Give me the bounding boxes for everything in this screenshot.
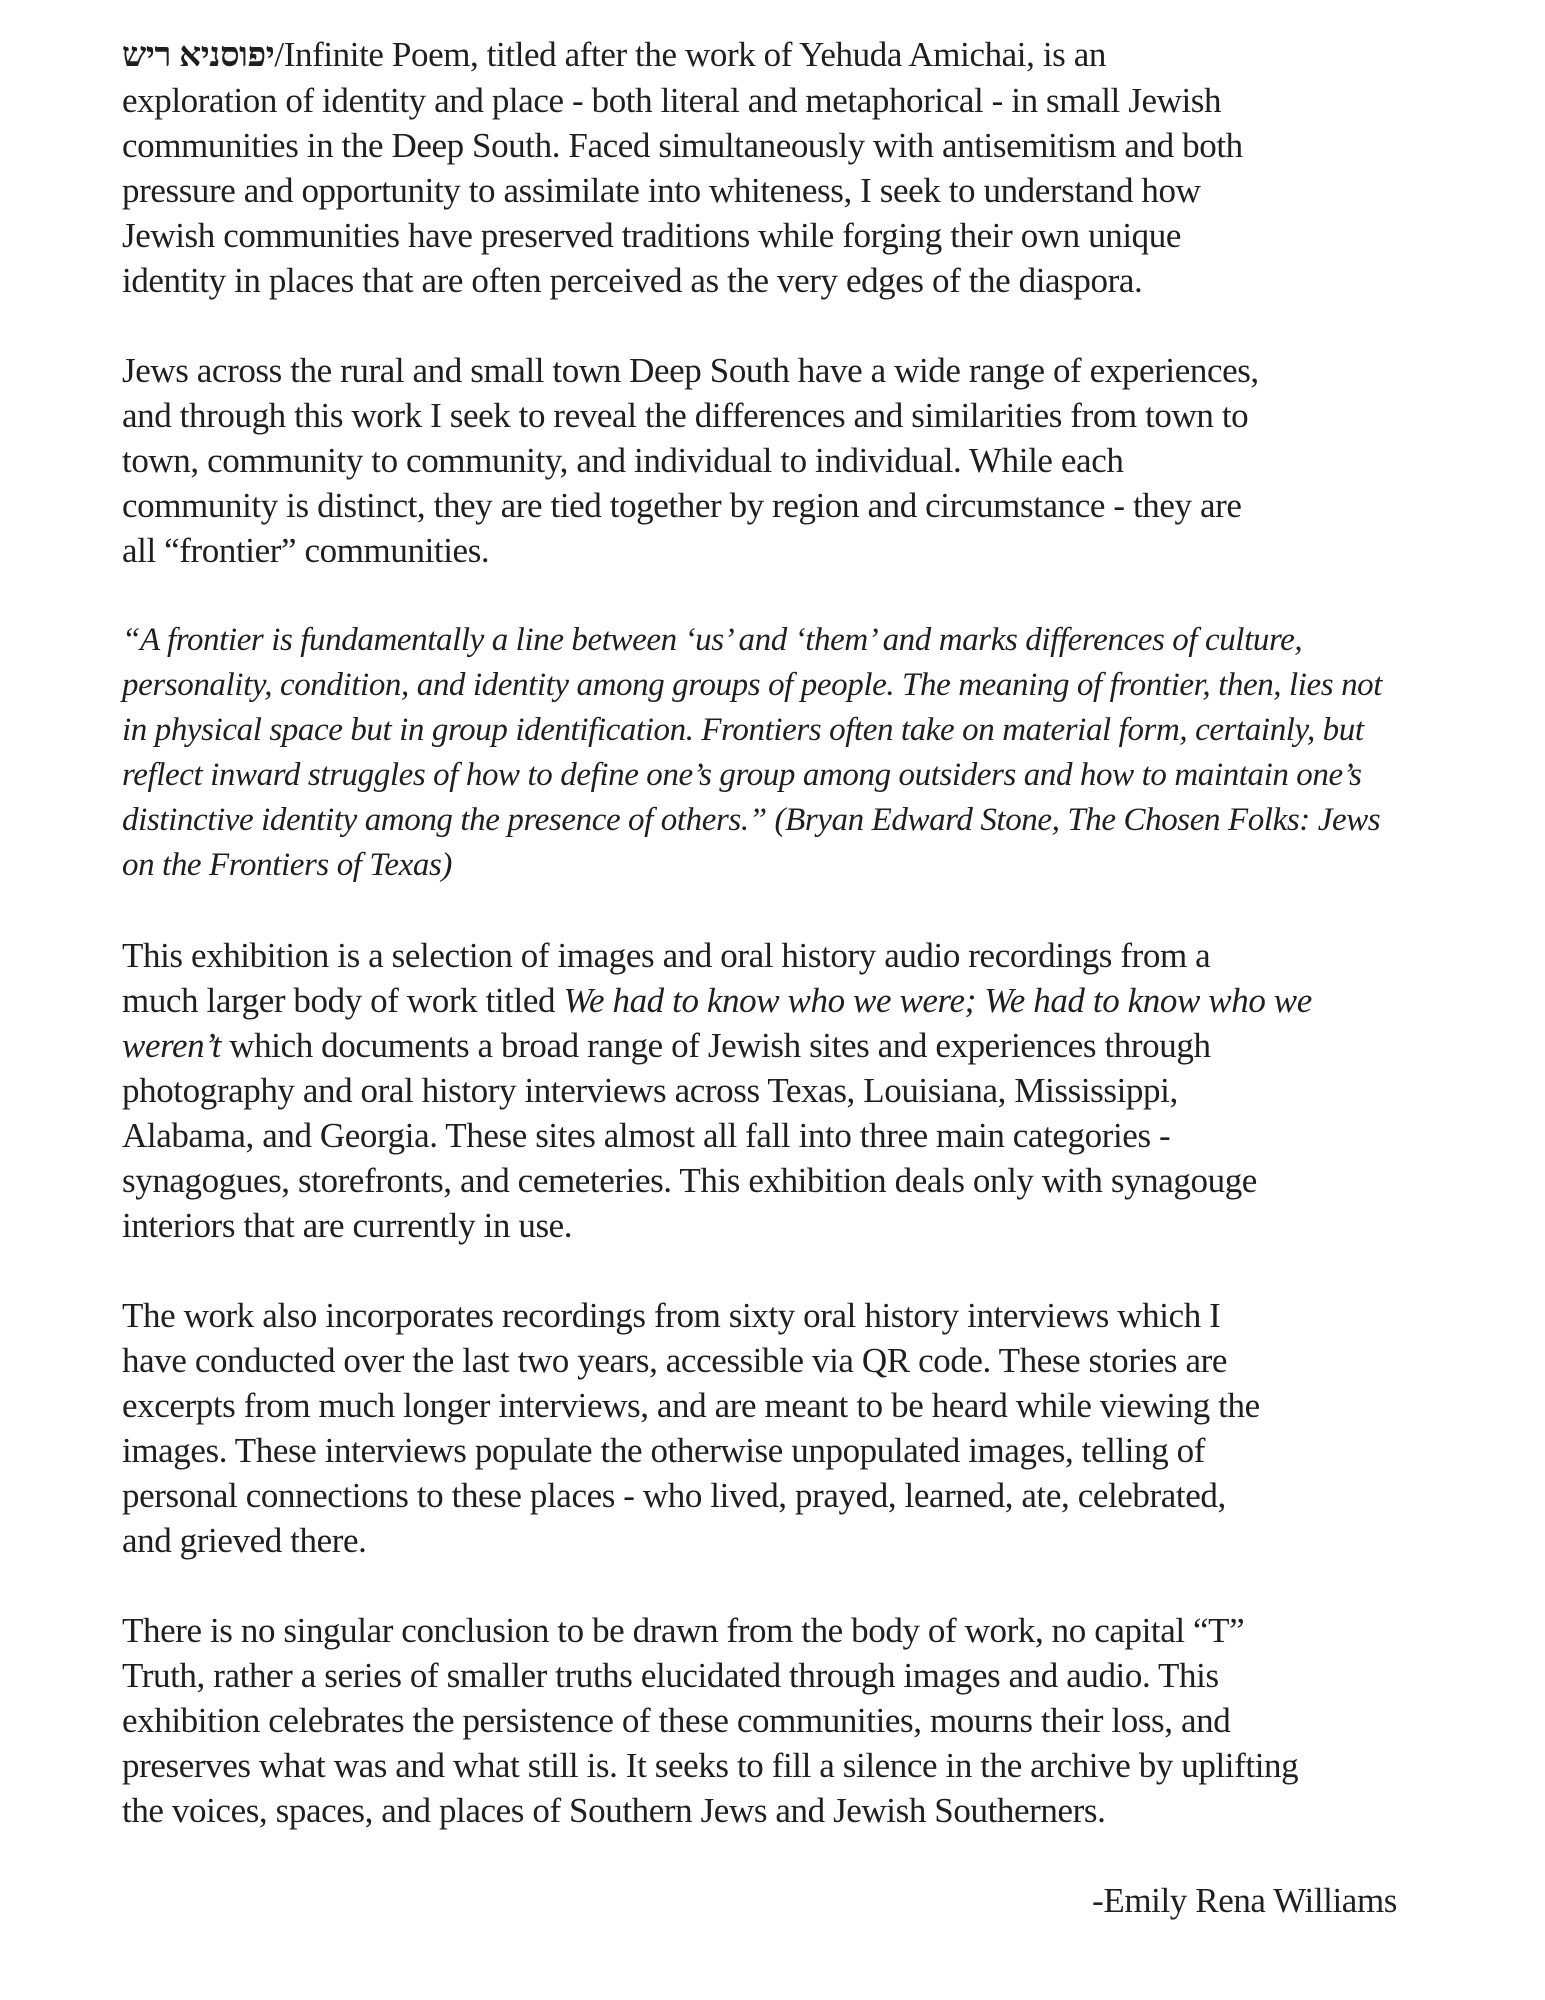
text-line [122, 1608, 1397, 1653]
text-line [122, 798, 1397, 843]
frontier-definition-quote-paragraph [122, 618, 1397, 888]
text-segment: communities in the Deep South. Faced simultaneously with antisemitism and both [122, 126, 1243, 165]
text-segment: excerpts from much longer interviews, and are meant to be heard while viewing the [122, 1386, 1260, 1425]
text-line [122, 753, 1397, 798]
text-segment: “A frontier is fundamentally a line between ‘us’ and ‘them’ and marks differences of culture, [122, 622, 1303, 658]
text-segment: personal connections to these places - who lived, prayed, learned, ate, celebrated, [122, 1476, 1226, 1515]
infinite-poem-intro-paragraph [122, 32, 1397, 303]
text-segment: pressure and opportunity to assimilate into whiteness, I seek to understand how [122, 171, 1201, 210]
text-segment: synagogues, storefronts, and cemeteries. This exhibition deals only with synagouge [122, 1161, 1257, 1200]
text-line [122, 348, 1397, 393]
text-segment: Alabama, and Georgia. These sites almost all fall into three main categories - [122, 1116, 1171, 1155]
text-line [122, 1158, 1397, 1203]
text-line [122, 1113, 1397, 1158]
text-line [122, 1518, 1397, 1563]
text-line [122, 483, 1397, 528]
text-line [122, 1383, 1397, 1428]
text-line [122, 1428, 1397, 1473]
document-body [122, 32, 1397, 1833]
text-line [122, 978, 1397, 1023]
text-segment: exhibition celebrates the persistence of these communities, mourns their loss, and [122, 1701, 1231, 1740]
text-line [122, 438, 1397, 483]
text-segment: weren’t [122, 1026, 221, 1065]
text-segment: all “frontier” communities. [122, 531, 490, 570]
text-line [122, 123, 1397, 168]
text-line [122, 393, 1397, 438]
text-line [122, 1653, 1397, 1698]
text-line [122, 1293, 1397, 1338]
text-segment: identity in places that are often perceived as the very edges of the diaspora. [122, 261, 1143, 300]
text-segment: personality, condition, and identity among groups of people. The meaning of frontier, then, lies not [122, 667, 1383, 703]
text-segment: We had to know who we were; We had to know who we [563, 981, 1312, 1020]
text-line [122, 1023, 1397, 1068]
text-line [122, 78, 1397, 123]
text-line [122, 1743, 1397, 1788]
text-segment: preserves what was and what still is. It seeks to fill a silence in the archive by uplifting [122, 1746, 1299, 1785]
text-line [122, 843, 1397, 888]
author-signature: -Emily Rena Williams [1092, 1881, 1397, 1920]
oral-history-recordings-paragraph [122, 1293, 1397, 1563]
text-segment: There is no singular conclusion to be drawn from the body of work, no capital “T” [122, 1611, 1245, 1650]
text-line [122, 1788, 1397, 1833]
text-segment: Jewish communities have preserved traditions while forging their own unique [122, 216, 1181, 255]
conclusion-paragraph [122, 1608, 1397, 1833]
text-line [122, 258, 1397, 303]
text-line [122, 663, 1397, 708]
text-line [122, 618, 1397, 663]
text-segment: exploration of identity and place - both literal and metaphorical - in small Jewish [122, 81, 1222, 120]
text-segment: photography and oral history interviews across Texas, Louisiana, Mississippi, [122, 1071, 1178, 1110]
text-line [122, 1338, 1397, 1383]
text-segment: community is distinct, they are tied together by region and circumstance - they are [122, 486, 1242, 525]
text-segment: on the Frontiers of Texas) [122, 847, 452, 883]
text-segment: interiors that are currently in use. [122, 1206, 573, 1245]
text-segment: distinctive identity among the presence of others.” (Bryan Edward Stone, The Chosen Folks: Jews [122, 802, 1381, 838]
text-segment: Truth, rather a series of smaller truths elucidated through images and audio. This [122, 1656, 1219, 1695]
text-line [122, 213, 1397, 258]
text-line [122, 1473, 1397, 1518]
text-segment: The work also incorporates recordings from sixty oral history interviews which I [122, 1296, 1221, 1335]
text-line [122, 32, 1397, 78]
text-line [122, 708, 1397, 753]
text-segment: and through this work I seek to reveal the differences and similarities from town to [122, 396, 1249, 435]
text-segment: much larger body of work titled [122, 981, 564, 1020]
hebrew-title-text: שיר אינסופי [122, 36, 275, 74]
text-segment: have conducted over the last two years, accessible via QR code. These stories are [122, 1341, 1227, 1380]
text-segment: images. These interviews populate the otherwise unpopulated images, telling of [122, 1431, 1206, 1470]
text-segment: which documents a broad range of Jewish sites and experiences through [220, 1026, 1211, 1065]
text-segment: town, community to community, and individual to individual. While each [122, 441, 1124, 480]
text-segment: This exhibition is a selection of images and oral history audio recordings from a [122, 936, 1211, 975]
text-line [122, 1068, 1397, 1113]
text-line [122, 1698, 1397, 1743]
text-segment: the voices, spaces, and places of Southern Jews and Jewish Southerners. [122, 1791, 1106, 1830]
text-line [122, 168, 1397, 213]
text-segment: and grieved there. [122, 1521, 367, 1560]
text-segment: reflect inward struggles of how to define one’s group among outsiders and how to maintain one’s [122, 757, 1362, 793]
text-segment: Jews across the rural and small town Deep South have a wide range of experiences, [122, 351, 1259, 390]
text-line [122, 528, 1397, 573]
text-line [122, 933, 1397, 978]
text-segment: in physical space but in group identification. Frontiers often take on material form, certainly, but [122, 712, 1364, 748]
exhibition-selection-paragraph [122, 933, 1397, 1248]
text-segment: /Infinite Poem, titled after the work of Yehuda Amichai, is an [274, 35, 1106, 74]
deep-south-experiences-paragraph [122, 348, 1397, 573]
text-line [122, 1203, 1397, 1248]
